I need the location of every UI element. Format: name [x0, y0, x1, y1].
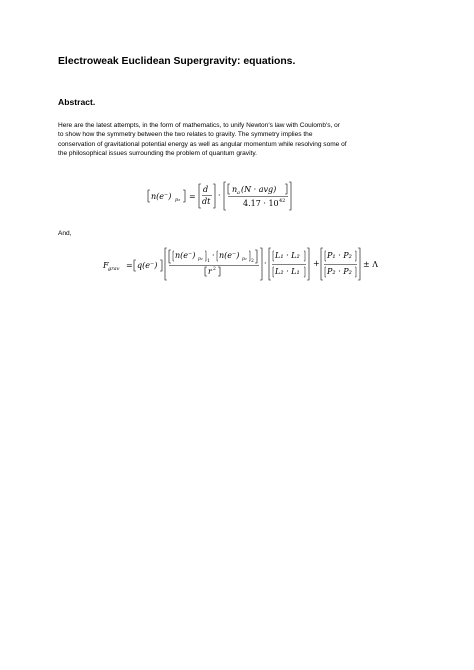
- eq1-d-num: d: [203, 185, 209, 194]
- eq2-P-num: P₁ · P₂: [327, 251, 352, 260]
- svg-text:·: ·: [218, 191, 221, 200]
- eq2-r: r: [208, 267, 212, 276]
- eq2-P-den: P₂ · P₂: [327, 267, 352, 276]
- equation-1: [146, 180, 328, 212]
- eq2-q: q(e⁻): [137, 261, 158, 270]
- eq2-n1-sub-inner: p₂: [198, 257, 203, 262]
- svg-text:·: ·: [264, 259, 267, 268]
- eq1-lhs-sub: p₂: [175, 197, 181, 203]
- eq1-num: n: [232, 185, 238, 194]
- eq1-num-arg: (N · avg): [241, 185, 277, 194]
- eq2-n2: n(e⁻): [219, 251, 240, 260]
- paper-title: Electroweak Euclidean Supergravity: equations.: [58, 56, 296, 67]
- eq1-num-sub: a: [237, 190, 240, 196]
- svg-text:·: ·: [212, 251, 215, 260]
- abstract-line: the philosophical issues surrounding the problem of quantum gravity.: [58, 150, 257, 158]
- abstract-heading: Abstract.: [58, 97, 96, 107]
- abstract-line: conservation of gravitational potential energy as well as angular momentum while resolving some of: [58, 140, 347, 148]
- svg-text:=: =: [189, 192, 196, 201]
- eq1-den: 4.17 · 10: [243, 199, 279, 208]
- svg-text:+: +: [313, 259, 320, 268]
- abstract-paragraph: [58, 121, 419, 159]
- eq2-L-num: L₁ · L₂: [275, 251, 300, 260]
- eq2-lhs-sub: grav: [108, 266, 120, 272]
- eq2-lhs: F: [103, 261, 109, 270]
- connector-text: And,: [58, 230, 72, 237]
- eq2-n1-sub-outer: 1: [207, 259, 210, 264]
- abstract-line: to show how the symmetry between the two relates to gravity. The symmetry implies the: [58, 131, 313, 139]
- eq1-lhs: n(e⁻): [151, 192, 172, 201]
- eq1-den-exp: 42: [279, 198, 286, 204]
- eq2-n2-sub-inner: p₂: [242, 257, 247, 262]
- eq2-n1: n(e⁻): [175, 251, 196, 260]
- equation-2: [103, 246, 379, 282]
- eq2-n2-sub-outer: 2: [251, 259, 254, 264]
- eq2-L-den: L₂ · L₁: [275, 267, 300, 276]
- eq1-d-den: dt: [202, 197, 211, 206]
- eq2-tail: ± Λ: [363, 260, 379, 269]
- svg-text:=: =: [126, 261, 133, 270]
- abstract-line: Here are the latest attempts, in the form of mathematics, to unify Newton's law with Coulomb's, or: [58, 122, 340, 129]
- eq2-r-exp: 2: [213, 267, 216, 272]
